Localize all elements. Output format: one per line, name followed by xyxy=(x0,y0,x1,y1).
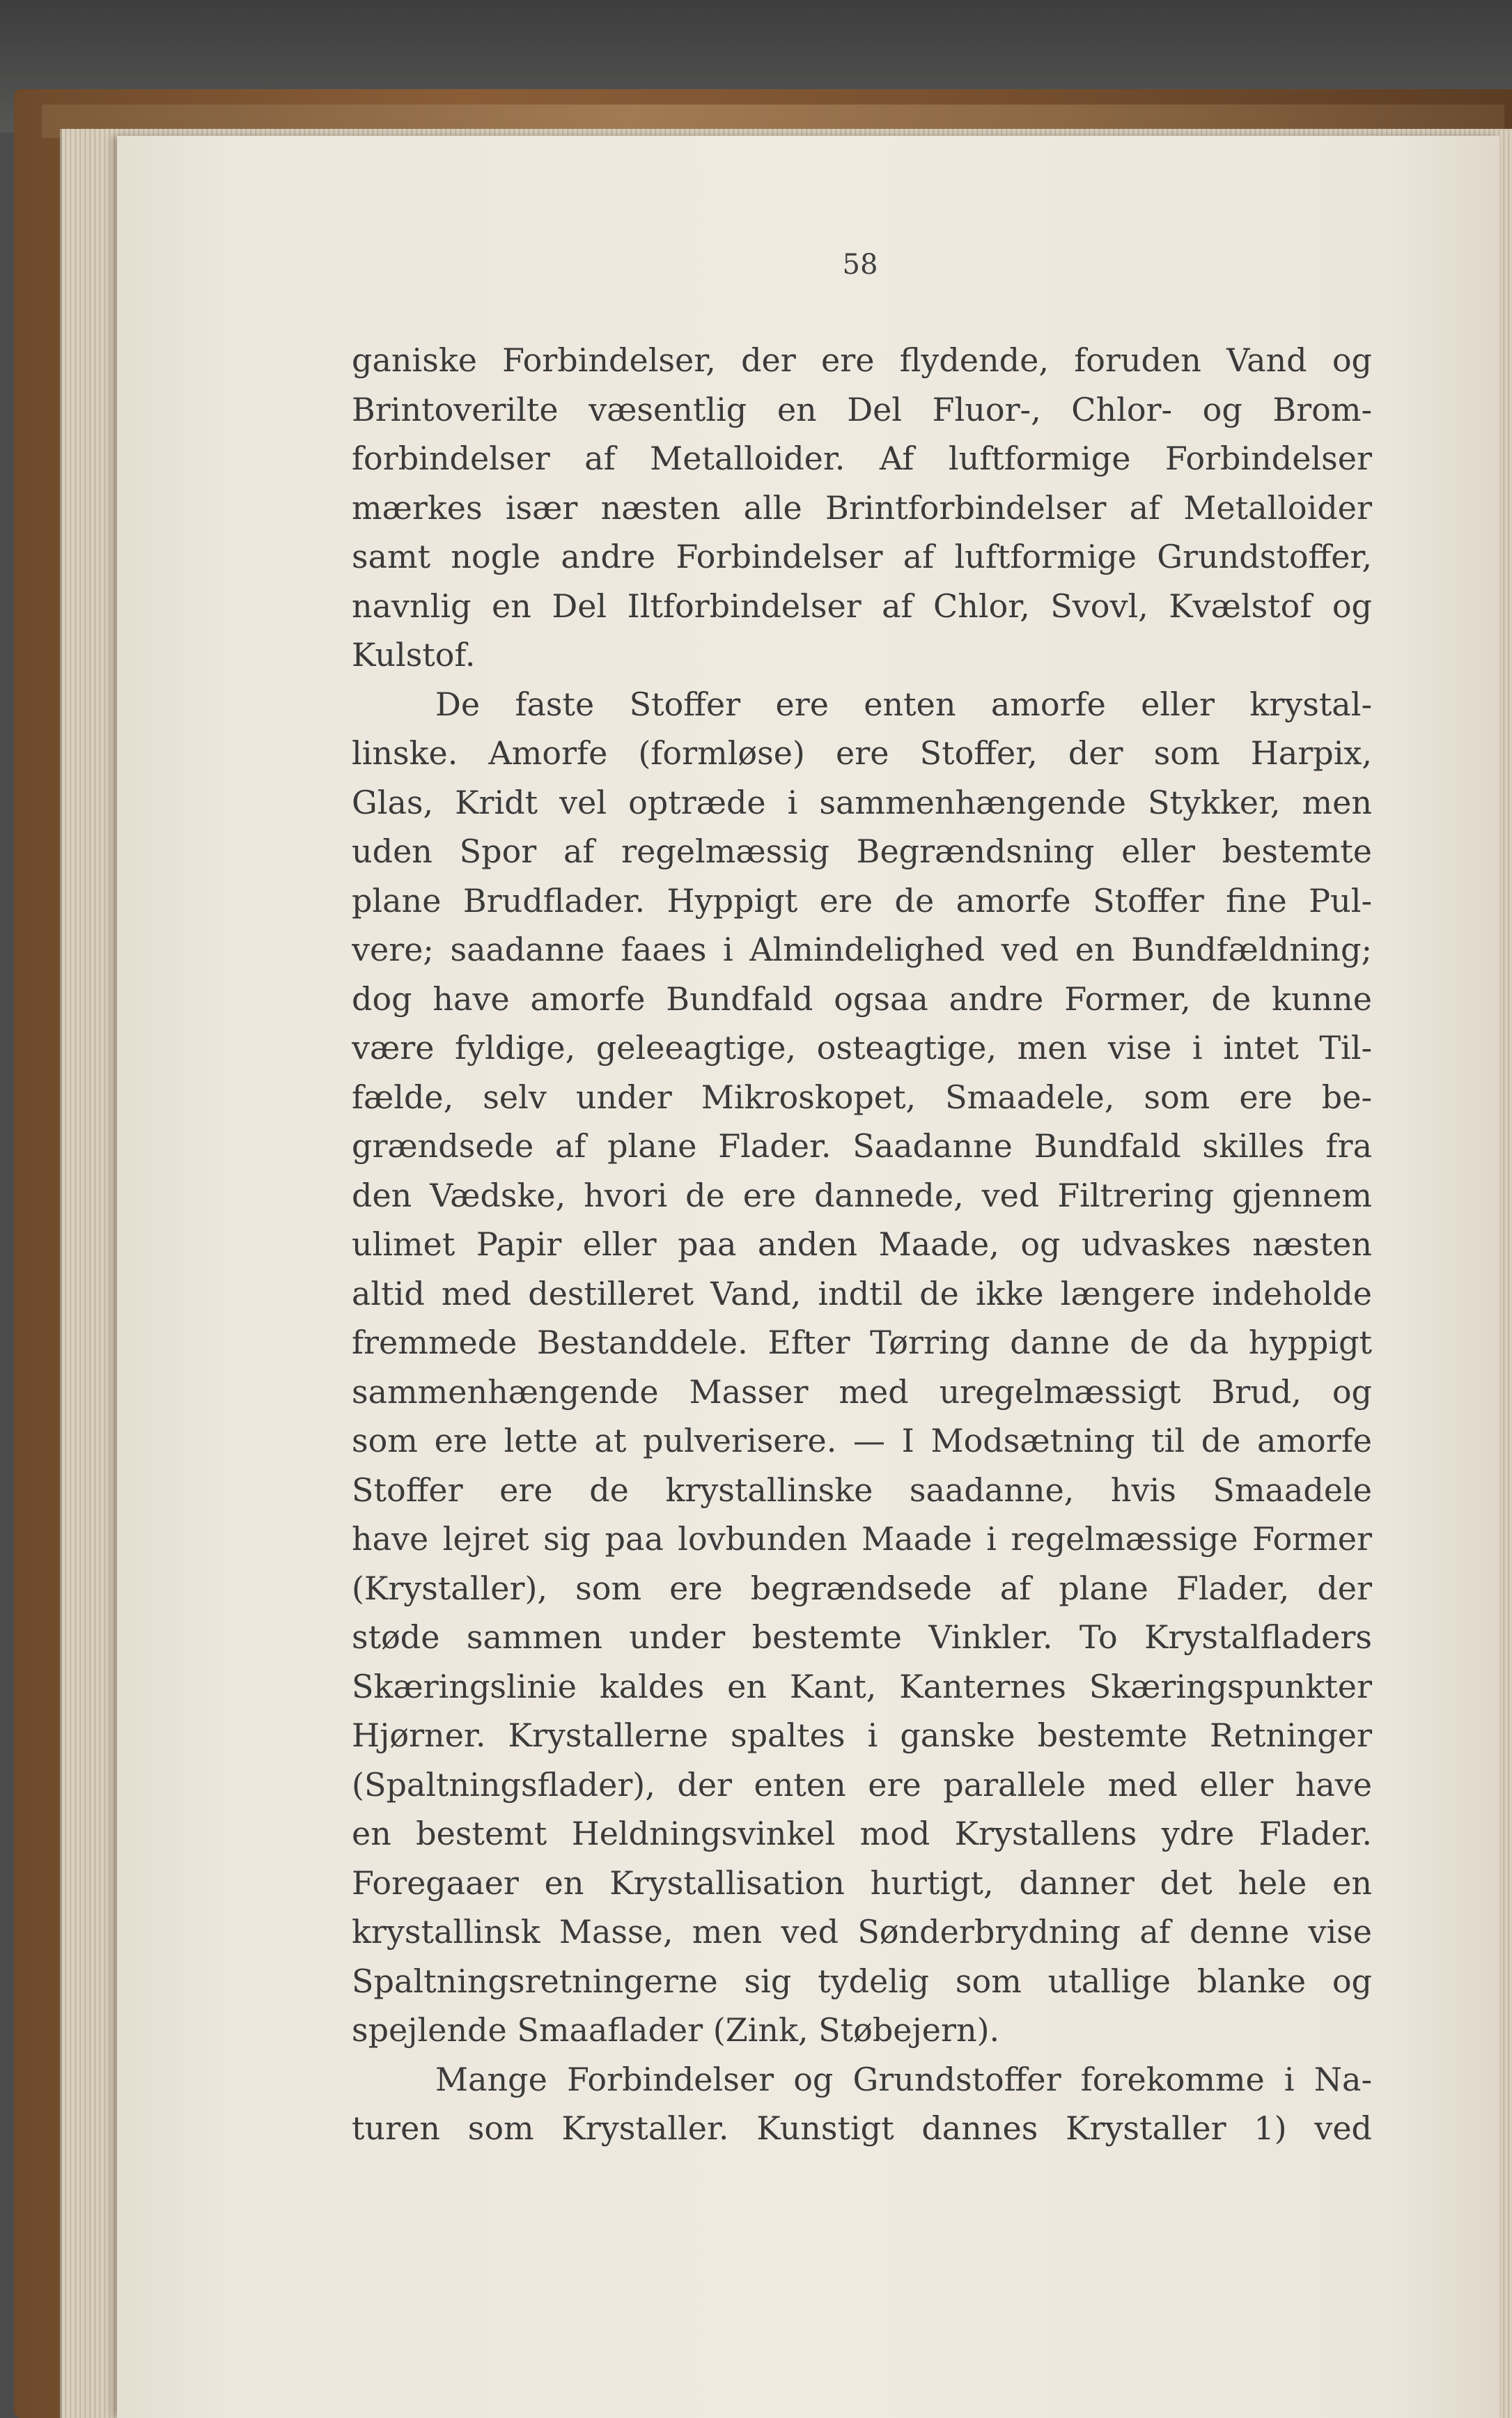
text-line: krystallinsk Masse, men ved Sønderbrydning af denne vise xyxy=(352,1913,1372,1951)
text-line: som ere lette at pulverisere. — I Modsætning til de amorfe xyxy=(352,1422,1372,1459)
text-line: Skæringslinie kaldes en Kant, Kanternes Skæringspunkter xyxy=(352,1667,1372,1705)
body-text xyxy=(352,336,1372,2153)
text-line: Spaltningsretningerne sig tydelig som utallige blanke og xyxy=(352,1962,1372,2000)
text-line: fælde, selv under Mikroskopet, Smaadele, som ere be- xyxy=(352,1078,1372,1116)
text-line: grændsede af plane Flader. Saadanne Bundfald skilles fra xyxy=(352,1127,1372,1165)
text-line: spejlende Smaaflader (Zink, Støbejern). xyxy=(352,2011,1000,2049)
text-line: ulimet Papir eller paa anden Maade, og udvaskes næsten xyxy=(352,1225,1372,1263)
paragraph-start-line: Mange Forbindelser og Grundstoffer forekomme i Na- xyxy=(435,2060,1372,2098)
text-line: (Krystaller), som ere begrændsede af plane Flader, der xyxy=(352,1569,1372,1607)
text-line: uden Spor af regelmæssig Begrændsning eller bestemte xyxy=(352,832,1372,870)
text-line: ganiske Forbindelser, der ere flydende, foruden Vand og xyxy=(352,341,1372,379)
text-line: (Spaltningsflader), der enten ere parallele med eller have xyxy=(352,1765,1372,1804)
text-line: Brintoverilte væsentlig en Del Fluor-, Chlor- og Brom- xyxy=(352,390,1372,428)
text-line: Foregaaer en Krystallisation hurtigt, danner det hele en xyxy=(352,1863,1372,1902)
text-line: have lejret sig paa lovbunden Maade i regelmæssige Former xyxy=(352,1520,1372,1558)
text-line: Hjørner. Krystallerne spaltes i ganske bestemte Retninger xyxy=(352,1716,1372,1754)
text-line: støde sammen under bestemte Vinkler. To Krystalfladers xyxy=(352,1618,1372,1656)
text-line: turen som Krystaller. Kunstigt dannes Krystaller 1) ved xyxy=(352,2109,1372,2147)
text-line: altid med destilleret Vand, indtil de ikke længere indeholde xyxy=(352,1274,1372,1312)
text-line: Kulstof. xyxy=(352,636,476,674)
text-line: Stoffer ere de krystallinske saadanne, hvis Smaadele xyxy=(352,1471,1372,1509)
text-line: linske. Amorfe (formløse) ere Stoffer, der som Harpix, xyxy=(352,734,1372,772)
text-line: en bestemt Heldningsvinkel mod Krystallens ydre Flader. xyxy=(352,1815,1372,1852)
text-line: fremmede Bestanddele. Efter Tørring danne de da hyppigt xyxy=(352,1324,1372,1361)
text-line: den Vædske, hvori de ere dannede, ved Filtrering gjennem xyxy=(352,1176,1372,1214)
text-line: dog have amorfe Bundfald ogsaa andre Former, de kunne xyxy=(352,979,1372,1018)
page-number: 58 xyxy=(842,249,878,281)
text-line: vere; saadanne faaes i Almindelighed ved en Bundfældning; xyxy=(352,931,1372,968)
text-line: samt nogle andre Forbindelser af luftformige Grundstoffer, xyxy=(352,538,1372,575)
text-line: navnlig en Del Iltforbindelser af Chlor, Svovl, Kvælstof og xyxy=(352,587,1372,625)
text-line: forbindelser af Metalloider. Af luftformige Forbindelser xyxy=(352,440,1372,477)
text-line: sammenhængende Masser med uregelmæssigt Brud, og xyxy=(352,1372,1372,1411)
text-line: være fyldige, geleeagtige, osteagtige, men vise i intet Til- xyxy=(352,1029,1372,1067)
text-line: plane Brudflader. Hyppigt ere de amorfe Stoffer fine Pul- xyxy=(352,881,1372,920)
text-line: mærkes især næsten alle Brintforbindelser af Metalloider xyxy=(352,488,1372,527)
paragraph-start-line: De faste Stoffer ere enten amorfe eller krystal- xyxy=(435,685,1372,723)
text-line: Glas, Kridt vel optræde i sammenhængende Stykker, men xyxy=(352,783,1372,821)
